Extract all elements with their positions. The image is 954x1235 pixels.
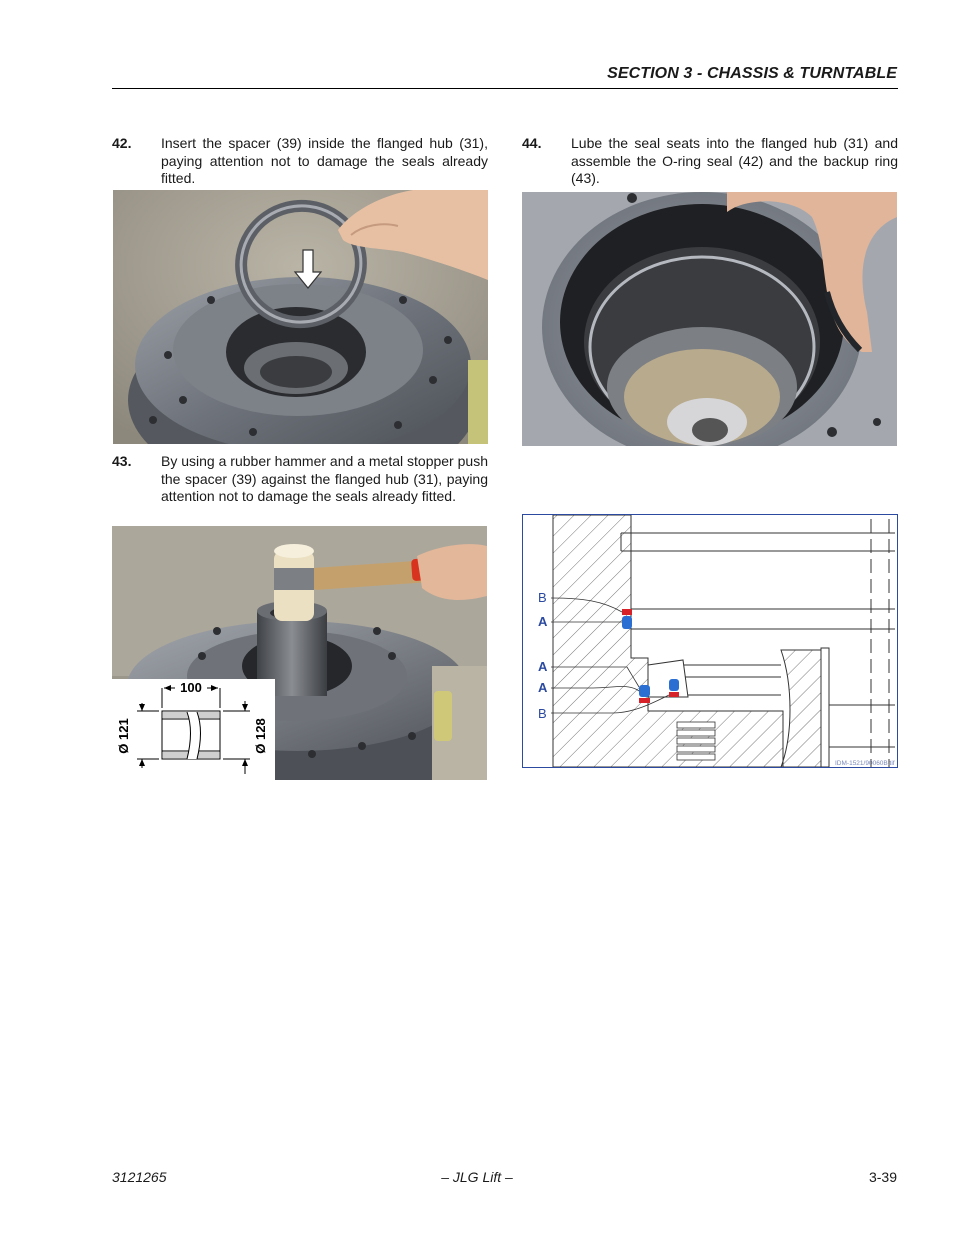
label-A-middle: A <box>538 659 548 674</box>
page-number: 3-39 <box>868 1169 897 1185</box>
label-A-top: A <box>538 614 548 629</box>
photo-seal-assembly <box>522 192 897 446</box>
step-number: 44. <box>522 135 542 151</box>
inset-length-label: 100 <box>180 680 202 695</box>
inset-inner-diameter-label: Ø 121 <box>116 718 131 754</box>
footer-brand: – JLG Lift – <box>441 1169 513 1185</box>
label-A-lower: A <box>538 680 548 695</box>
step-43 <box>112 453 488 506</box>
inset-outer-diameter-label: Ø 128 <box>253 718 268 754</box>
step-text: Insert the spacer (39) inside the flanged hub (31), paying attention not to damage the seals already fitted. <box>161 135 488 186</box>
photo-spacer-insertion <box>113 190 488 444</box>
step-42 <box>112 135 488 188</box>
label-B-top: B <box>538 590 547 605</box>
section-title: SECTION 3 - CHASSIS & TURNTABLE <box>607 65 897 82</box>
label-B-bottom: B <box>538 706 547 721</box>
step-44 <box>522 135 898 188</box>
document-number: 3121265 <box>112 1169 167 1185</box>
header-rule <box>112 88 898 89</box>
photo-hammer-stopper <box>112 526 487 780</box>
step-number: 42. <box>112 135 132 151</box>
step-text: Lube the seal seats into the flanged hub (31) and assemble the O-ring seal (42) and the backup ring (43). <box>571 135 898 186</box>
diagram-reference: IDM-1521/90060B.tif <box>835 760 895 767</box>
step-text: By using a rubber hammer and a metal stopper push the spacer (39) against the flanged hub (31), paying attention not to damage the seals already fitted. <box>161 453 488 504</box>
seal-cross-section-diagram <box>522 514 898 768</box>
step-number: 43. <box>112 453 132 469</box>
